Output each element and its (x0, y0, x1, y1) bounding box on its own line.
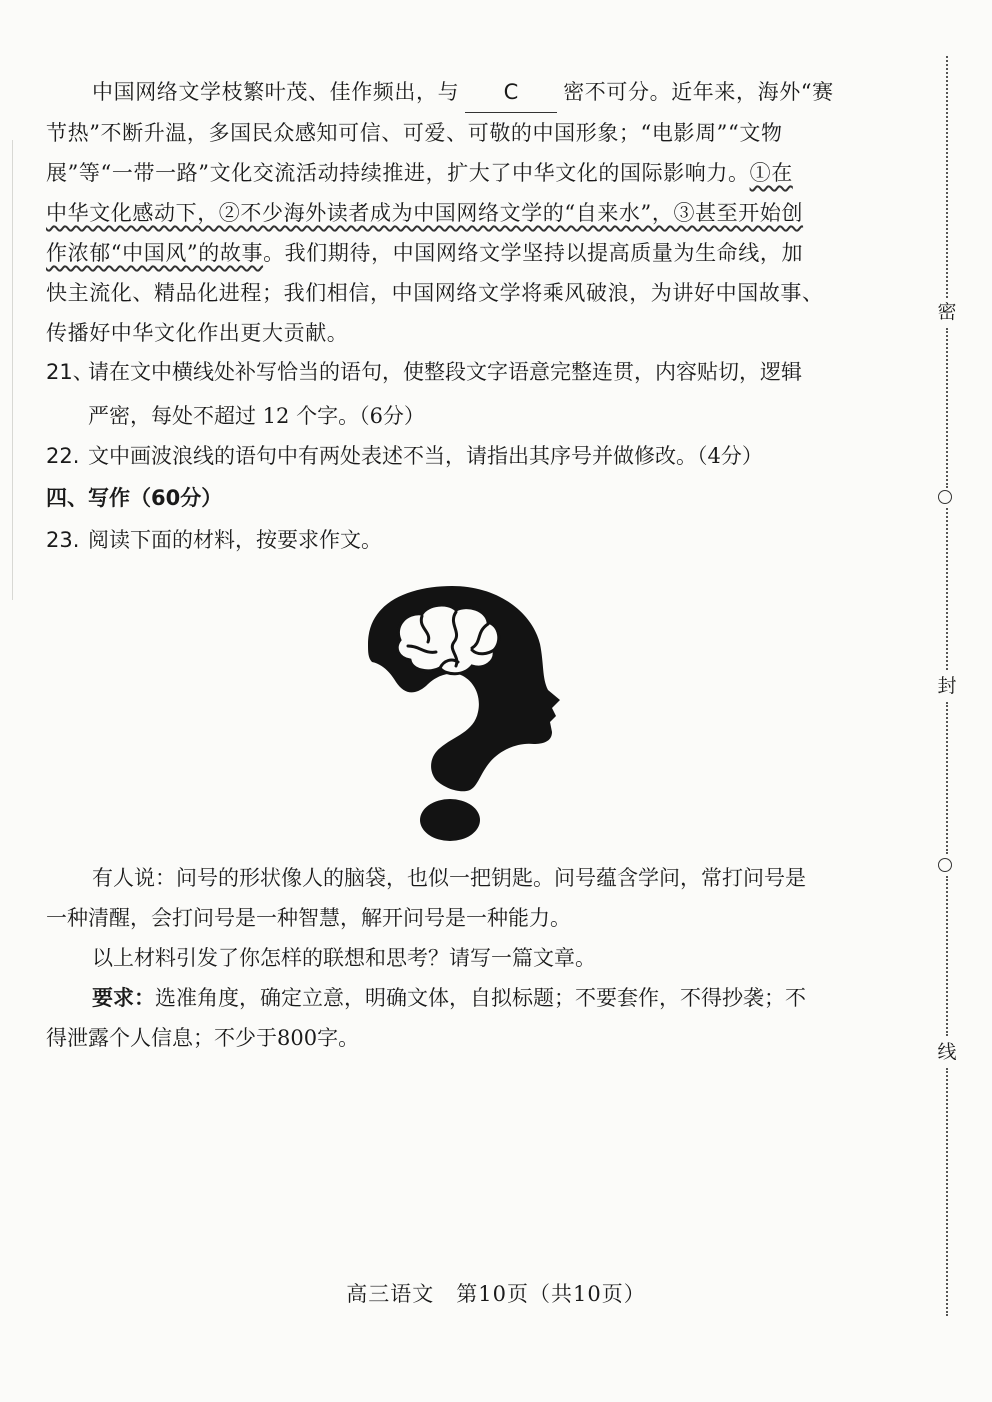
seal-circle-1 (938, 490, 952, 504)
question-23-text: 阅读下面的材料，按要求作文。 (88, 528, 382, 552)
requirements-label: 要求： (92, 985, 155, 1010)
page-footer: 高三语文 第10页（共10页） (346, 1282, 646, 1306)
question-21 (46, 354, 882, 434)
question-mark-head-brain-icon (348, 582, 564, 844)
section-writing-title: 四、写作（60分） (46, 486, 223, 510)
question-21-line1: 请在文中横线处补写恰当的语句，使整段文字语意完整连贯，内容贴切，逻辑 (88, 360, 802, 384)
passage-line3: 展”等“一带一路”文化交流活动持续推进，扩大了中华文化的国际影响力。 (46, 161, 750, 185)
wavy-sentence-part1: ①在 (749, 161, 793, 185)
passage-line6: 快主流化、精品化进程；我们相信，中国网络文学将乘风破浪，为讲好中国故事、 (46, 281, 824, 305)
material-line1: 有人说：问号的形状像人的脑袋，也似一把钥匙。问号蕴含学问，常打问号是 (92, 866, 806, 890)
passage-line5: 。我们期待，中国网络文学坚持以提高质量为生命线，加 (263, 241, 804, 265)
question-21-line2: 严密，每处不超过 12 个字。（6分） (88, 404, 425, 428)
seal-char-feng: 封 (934, 674, 960, 698)
material-line2: 一种清醒，会打问号是一种智慧，解开问号是一种能力。 (46, 906, 571, 930)
seal-char-mi: 密 (934, 300, 960, 324)
passage-line7: 传播好中华文化作出更大贡献。 (46, 321, 349, 345)
answer-blank: C (465, 72, 557, 113)
seal-dotted-line-1 (946, 56, 948, 298)
seal-dotted-line-3 (946, 508, 948, 670)
requirements-line1: 选准角度，确定立意，明确文体，自拟标题；不要套作，不得抄袭；不 (155, 986, 806, 1010)
question-23-number: 23. (46, 528, 80, 552)
question-22-number: 22. (46, 444, 80, 468)
question-mark-head-figure (348, 582, 564, 844)
seal-dotted-line-6 (946, 1068, 948, 1316)
writing-material (46, 858, 882, 1058)
question-22-text: 文中画波浪线的语句中有两处表述不当，请指出其序号并做修改。（4分） (88, 444, 763, 468)
passage (46, 72, 882, 353)
question-22 (46, 438, 882, 474)
seal-char-xian: 线 (934, 1040, 960, 1064)
wavy-sentence-part3: 作浓郁“中国风”的故事 (46, 241, 264, 265)
seal-dotted-line-2 (946, 328, 948, 488)
seal-dotted-line-5 (946, 876, 948, 1036)
passage-line1-end: 密不可分。近年来，海外“赛 (563, 80, 834, 104)
question-21-number: 21、 (46, 360, 94, 384)
material-prompt: 以上材料引发了你怎样的联想和思考？请写一篇文章。 (92, 946, 596, 970)
wavy-sentence-part2: 中华文化感动下，②不少海外读者成为中国网络文学的“自来水”，③甚至开始创 (46, 201, 804, 225)
seal-circle-2 (938, 858, 952, 872)
question-23 (46, 522, 882, 558)
requirements-line2: 得泄露个人信息；不少于800字。 (46, 1026, 360, 1050)
left-margin-line (12, 140, 13, 600)
seal-dotted-line-4 (946, 702, 948, 854)
passage-line2: 节热”不断升温，多国民众感知可信、可爱、可敬的中国形象；“电影周”“文物 (46, 121, 783, 145)
passage-line1-start: 中国网络文学枝繁叶茂、佳作频出，与 (92, 80, 460, 104)
